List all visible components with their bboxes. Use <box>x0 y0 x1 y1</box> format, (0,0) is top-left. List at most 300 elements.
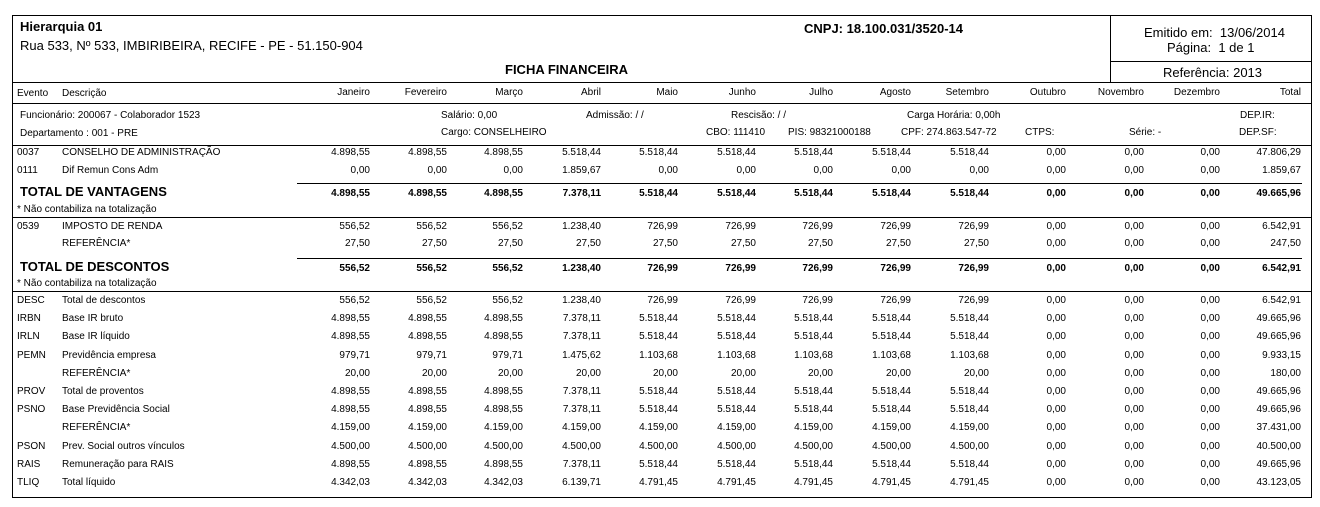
row-value: 4.898,55 <box>331 147 370 158</box>
row-value: 4.898,55 <box>484 459 523 470</box>
row-value: 5.518,44 <box>717 331 756 342</box>
row-value: 4.159,00 <box>717 422 756 433</box>
row-description: Dif Remun Cons Adm <box>62 165 159 176</box>
row-code: PROV <box>17 386 46 397</box>
column-header-5: Abril <box>580 87 601 98</box>
row-value: 4.500,00 <box>639 441 678 452</box>
row-value: 0,00 <box>1124 404 1144 415</box>
row-value: 0,00 <box>1124 221 1144 232</box>
row-description: Total de descontos <box>62 295 146 306</box>
row-description: Base Previdência Social <box>62 404 170 415</box>
row-value: 4.500,00 <box>717 441 756 452</box>
row-value: 4.898,55 <box>408 331 447 342</box>
row-value: 4.791,45 <box>639 477 678 488</box>
row-value: 1.859,67 <box>1262 165 1301 176</box>
column-header-4: Março <box>495 87 523 98</box>
row-value: 5.518,44 <box>872 386 911 397</box>
row-code: 0037 <box>17 147 40 158</box>
total_descontos-value: 556,52 <box>339 263 370 274</box>
row-description: IMPOSTO DE RENDA <box>62 221 163 232</box>
row-value: 0,00 <box>1046 386 1066 397</box>
row-value: 20,00 <box>421 368 447 379</box>
row-value: 5.518,44 <box>794 147 833 158</box>
reference-year: Referência: 2013 <box>1163 65 1263 80</box>
row-value: 5.518,44 <box>950 331 989 342</box>
total_vantagens-value: 49.665,96 <box>1256 188 1301 199</box>
row-description: Total de proventos <box>62 386 144 397</box>
employee-name: Funcionário: 200067 - Colaborador 1523 <box>20 110 201 121</box>
row-value: 0,00 <box>1046 313 1066 324</box>
row-value: 4.898,55 <box>484 147 523 158</box>
row-value: 49.665,96 <box>1256 386 1301 397</box>
row-value: 4.500,00 <box>484 441 523 452</box>
row-value: 0,00 <box>1124 422 1144 433</box>
row-value: 180,00 <box>1270 368 1301 379</box>
column-header-11: Outubro <box>1029 87 1066 98</box>
employee-ctps: CTPS: <box>1025 127 1055 138</box>
row-value: 47.806,29 <box>1256 147 1301 158</box>
row-value: 5.518,44 <box>872 313 911 324</box>
total_descontos-value: 726,99 <box>958 263 989 274</box>
report-title: FICHA FINANCEIRA <box>505 62 629 77</box>
row-value: 0,00 <box>1200 459 1220 470</box>
row-value: 0,00 <box>1200 295 1220 306</box>
row-description: Previdência empresa <box>62 350 156 361</box>
row-value: 0,00 <box>1200 441 1220 452</box>
row-description: Total líquido <box>62 477 116 488</box>
row-value: 0,00 <box>1200 165 1220 176</box>
row-value: 6.139,71 <box>562 477 601 488</box>
total_descontos-value: 556,52 <box>492 263 523 274</box>
row-value: 4.898,55 <box>331 331 370 342</box>
row-value: 4.342,03 <box>331 477 370 488</box>
total_vantagens-value: 5.518,44 <box>717 188 756 199</box>
row-value: 4.898,55 <box>331 386 370 397</box>
row-value: 0,00 <box>1200 386 1220 397</box>
employee-dep-ir: DEP.IR: <box>1240 110 1275 121</box>
total_vantagens-rule <box>297 183 1302 184</box>
row-value: 1.238,40 <box>562 295 601 306</box>
row-value: 726,99 <box>802 295 833 306</box>
total_vantagens-value: 5.518,44 <box>950 188 989 199</box>
row-value: 4.791,45 <box>794 477 833 488</box>
row-value: 20,00 <box>885 368 911 379</box>
row-code: IRLN <box>17 331 40 342</box>
row-value: 1.475,62 <box>562 350 601 361</box>
column-header-13: Dezembro <box>1173 87 1220 98</box>
row-value: 0,00 <box>813 165 833 176</box>
employee-pis: PIS: 98321000188 <box>788 127 871 138</box>
employee-cpf: CPF: 274.863.547-72 <box>901 127 997 138</box>
row-description: REFERÊNCIA* <box>62 368 131 379</box>
row-code: TLIQ <box>17 477 40 488</box>
employee-serie: Série: - <box>1129 127 1162 138</box>
row-value: 979,71 <box>492 350 523 361</box>
row-description: Base IR bruto <box>62 313 124 324</box>
row-value: 4.898,55 <box>408 147 447 158</box>
row-value: 247,50 <box>1270 238 1301 249</box>
row-value: 4.159,00 <box>872 422 911 433</box>
row-value: 5.518,44 <box>950 313 989 324</box>
total_descontos-value: 726,99 <box>880 263 911 274</box>
column-divider <box>12 103 1312 104</box>
row-value: 20,00 <box>497 368 523 379</box>
row-value: 556,52 <box>339 295 370 306</box>
total_descontos-value: 6.542,91 <box>1262 263 1301 274</box>
row-value: 0,00 <box>1124 238 1144 249</box>
row-value: 27,50 <box>575 238 601 249</box>
total_vantagens-value: 0,00 <box>1124 188 1144 199</box>
row-value: 4.342,03 <box>484 477 523 488</box>
row-description: Base IR líquido <box>62 331 130 342</box>
vantagens-divider <box>12 217 1312 218</box>
employee-role: Cargo: CONSELHEIRO <box>441 127 547 138</box>
row-value: 0,00 <box>1046 422 1066 433</box>
row-value: 0,00 <box>1124 368 1144 379</box>
row-value: 4.159,00 <box>484 422 523 433</box>
row-value: 4.898,55 <box>408 404 447 415</box>
row-value: 5.518,44 <box>717 313 756 324</box>
totalization-note: * Não contabiliza na totalização <box>17 278 157 289</box>
row-value: 5.518,44 <box>872 331 911 342</box>
row-value: 0,00 <box>891 165 911 176</box>
row-value: 5.518,44 <box>794 313 833 324</box>
row-value: 6.542,91 <box>1262 221 1301 232</box>
row-value: 5.518,44 <box>794 331 833 342</box>
row-value: 0,00 <box>427 165 447 176</box>
row-value: 5.518,44 <box>950 459 989 470</box>
total_vantagens-value: 5.518,44 <box>639 188 678 199</box>
emission-value: 13/06/2014 <box>1219 25 1285 40</box>
row-value: 0,00 <box>1200 331 1220 342</box>
row-value: 5.518,44 <box>950 404 989 415</box>
row-value: 5.518,44 <box>717 404 756 415</box>
row-value: 5.518,44 <box>872 459 911 470</box>
employee-department: Departamento : 001 - PRE <box>20 128 138 139</box>
company-cnpj: CNPJ: 18.100.031/3520-14 <box>804 21 964 36</box>
row-value: 27,50 <box>885 238 911 249</box>
row-code: RAIS <box>17 459 41 470</box>
row-value: 5.518,44 <box>872 147 911 158</box>
row-value: 556,52 <box>492 295 523 306</box>
row-value: 4.898,55 <box>408 459 447 470</box>
row-value: 5.518,44 <box>639 331 678 342</box>
row-value: 0,00 <box>1124 459 1144 470</box>
row-value: 0,00 <box>1046 238 1066 249</box>
row-value: 1.238,40 <box>562 221 601 232</box>
row-value: 49.665,96 <box>1256 313 1301 324</box>
row-value: 0,00 <box>736 165 756 176</box>
row-description: Prev. Social outros vínculos <box>62 441 185 452</box>
row-value: 726,99 <box>647 221 678 232</box>
row-description: CONSELHO DE ADMINISTRAÇÃO <box>62 147 221 158</box>
row-value: 4.342,03 <box>408 477 447 488</box>
row-value: 0,00 <box>503 165 523 176</box>
total_vantagens-value: 5.518,44 <box>794 188 833 199</box>
total_vantagens-value: 5.518,44 <box>872 188 911 199</box>
row-value: 979,71 <box>339 350 370 361</box>
row-value: 4.898,55 <box>484 331 523 342</box>
row-value: 7.378,11 <box>562 386 601 397</box>
row-value: 0,00 <box>1124 441 1144 452</box>
row-value: 0,00 <box>1046 165 1066 176</box>
column-header-3: Fevereiro <box>404 87 447 98</box>
row-value: 0,00 <box>1200 350 1220 361</box>
row-value: 5.518,44 <box>639 459 678 470</box>
row-value: 5.518,44 <box>950 386 989 397</box>
page-number <box>1167 40 1254 55</box>
row-value: 4.500,00 <box>794 441 833 452</box>
row-value: 1.103,68 <box>872 350 911 361</box>
emission-date <box>1144 25 1285 40</box>
employee-salary: Salário: 0,00 <box>441 110 498 121</box>
row-value: 4.159,00 <box>794 422 833 433</box>
row-code: IRBN <box>17 313 41 324</box>
total_descontos-value: 1.238,40 <box>562 263 601 274</box>
column-header-14: Total <box>1279 87 1301 98</box>
row-value: 726,99 <box>725 221 756 232</box>
row-value: 0,00 <box>1124 331 1144 342</box>
row-value: 4.898,55 <box>331 459 370 470</box>
row-value: 0,00 <box>1046 221 1066 232</box>
total_descontos-value: 556,52 <box>416 263 447 274</box>
page-label: Página: <box>1167 40 1212 55</box>
row-value: 0,00 <box>1124 350 1144 361</box>
company-name: Hierarquia 01 <box>20 19 103 34</box>
row-value: 0,00 <box>1046 295 1066 306</box>
total_vantagens-value: 4.898,55 <box>484 188 523 199</box>
row-value: 726,99 <box>958 295 989 306</box>
row-value: 5.518,44 <box>717 459 756 470</box>
row-value: 4.898,55 <box>408 386 447 397</box>
row-value: 4.159,00 <box>408 422 447 433</box>
header-divider <box>12 82 1312 83</box>
row-value: 0,00 <box>1046 477 1066 488</box>
total_vantagens-value: 4.898,55 <box>408 188 447 199</box>
row-value: 0,00 <box>658 165 678 176</box>
row-code: PSNO <box>17 404 46 415</box>
row-value: 556,52 <box>339 221 370 232</box>
row-value: 43.123,05 <box>1256 477 1301 488</box>
row-description: REFERÊNCIA* <box>62 422 131 433</box>
row-value: 0,00 <box>1200 147 1220 158</box>
row-value: 40.500,00 <box>1256 441 1301 452</box>
info-divider <box>12 145 1312 146</box>
total_descontos-label: TOTAL DE DESCONTOS <box>20 259 170 274</box>
row-value: 27,50 <box>652 238 678 249</box>
row-value: 0,00 <box>1124 386 1144 397</box>
row-value: 5.518,44 <box>562 147 601 158</box>
row-value: 5.518,44 <box>717 147 756 158</box>
row-value: 726,99 <box>802 221 833 232</box>
row-value: 5.518,44 <box>639 404 678 415</box>
row-code: 0539 <box>17 221 40 232</box>
total_descontos-value: 726,99 <box>725 263 756 274</box>
row-value: 5.518,44 <box>717 386 756 397</box>
row-value: 4.791,45 <box>717 477 756 488</box>
emission-box-divider <box>1110 61 1312 62</box>
row-value: 20,00 <box>575 368 601 379</box>
row-value: 37.431,00 <box>1256 422 1301 433</box>
row-value: 0,00 <box>1124 313 1144 324</box>
row-value: 0,00 <box>1200 238 1220 249</box>
row-value: 4.791,45 <box>872 477 911 488</box>
page-value: 1 de 1 <box>1218 40 1255 55</box>
row-value: 726,99 <box>880 295 911 306</box>
row-value: 7.378,11 <box>562 313 601 324</box>
row-value: 7.378,11 <box>562 331 601 342</box>
row-value: 4.500,00 <box>872 441 911 452</box>
row-value: 726,99 <box>958 221 989 232</box>
row-value: 726,99 <box>647 295 678 306</box>
row-value: 4.898,55 <box>484 386 523 397</box>
row-value: 556,52 <box>492 221 523 232</box>
row-value: 4.898,55 <box>408 313 447 324</box>
row-value: 7.378,11 <box>562 404 601 415</box>
total_vantagens-value: 7.378,11 <box>562 188 601 199</box>
column-header-2: Janeiro <box>337 87 370 98</box>
total_vantagens-value: 0,00 <box>1046 188 1066 199</box>
row-value: 0,00 <box>1200 368 1220 379</box>
employee-admission: Admissão: / / <box>586 110 644 121</box>
row-value: 0,00 <box>1124 165 1144 176</box>
row-value: 27,50 <box>344 238 370 249</box>
totalization-note: * Não contabiliza na totalização <box>17 204 157 215</box>
row-value: 4.898,55 <box>331 313 370 324</box>
row-value: 979,71 <box>416 350 447 361</box>
row-value: 20,00 <box>730 368 756 379</box>
row-value: 0,00 <box>1200 422 1220 433</box>
row-value: 4.159,00 <box>639 422 678 433</box>
row-value: 5.518,44 <box>639 147 678 158</box>
column-header-descricao: Descrição <box>62 88 107 99</box>
total_descontos-value: 0,00 <box>1046 263 1066 274</box>
row-value: 5.518,44 <box>639 386 678 397</box>
row-value: 5.518,44 <box>794 459 833 470</box>
row-value: 4.898,55 <box>331 404 370 415</box>
row-value: 20,00 <box>652 368 678 379</box>
row-value: 0,00 <box>1046 331 1066 342</box>
row-value: 1.103,68 <box>794 350 833 361</box>
column-header-7: Junho <box>728 87 756 98</box>
row-value: 9.933,15 <box>1262 350 1301 361</box>
row-value: 0,00 <box>1046 350 1066 361</box>
row-value: 5.518,44 <box>872 404 911 415</box>
row-value: 0,00 <box>1046 404 1066 415</box>
emission-label: Emitido em: <box>1144 25 1213 40</box>
company-address: Rua 533, Nº 533, IMBIRIBEIRA, RECIFE - PE - 51.150-904 <box>20 38 363 53</box>
row-value: 49.665,96 <box>1256 459 1301 470</box>
row-value: 20,00 <box>963 368 989 379</box>
column-header-8: Julho <box>809 87 833 98</box>
row-value: 0,00 <box>1046 147 1066 158</box>
employee-termination: Rescisão: / / <box>731 110 787 121</box>
column-header-6: Maio <box>656 87 678 98</box>
row-value: 27,50 <box>807 238 833 249</box>
row-value: 6.542,91 <box>1262 295 1301 306</box>
row-value: 1.859,67 <box>562 165 601 176</box>
row-value: 4.159,00 <box>562 422 601 433</box>
row-value: 5.518,44 <box>639 313 678 324</box>
total_vantagens-value: 0,00 <box>1200 188 1220 199</box>
row-value: 20,00 <box>807 368 833 379</box>
row-value: 0,00 <box>350 165 370 176</box>
row-description: REFERÊNCIA* <box>62 238 131 249</box>
row-value: 726,99 <box>725 295 756 306</box>
row-value: 5.518,44 <box>794 386 833 397</box>
row-value: 0,00 <box>1200 477 1220 488</box>
row-code: PEMN <box>17 350 46 361</box>
row-value: 49.665,96 <box>1256 331 1301 342</box>
row-value: 4.898,55 <box>484 313 523 324</box>
row-value: 0,00 <box>1200 404 1220 415</box>
column-header-12: Novembro <box>1097 87 1144 98</box>
row-value: 4.791,45 <box>950 477 989 488</box>
row-value: 27,50 <box>963 238 989 249</box>
row-value: 4.500,00 <box>408 441 447 452</box>
row-value: 0,00 <box>1124 295 1144 306</box>
column-header-10: Setembro <box>945 87 989 98</box>
row-value: 5.518,44 <box>950 147 989 158</box>
row-value: 1.103,68 <box>639 350 678 361</box>
row-value: 4.898,55 <box>484 404 523 415</box>
row-code: DESC <box>17 295 45 306</box>
row-value: 0,00 <box>1046 459 1066 470</box>
total_vantagens-label: TOTAL DE VANTAGENS <box>20 184 167 199</box>
row-value: 0,00 <box>1124 477 1144 488</box>
descontos-divider <box>12 291 1312 292</box>
row-value: 0,00 <box>969 165 989 176</box>
employee-dep-sf: DEP.SF: <box>1239 127 1277 138</box>
row-value: 4.159,00 <box>331 422 370 433</box>
row-value: 4.500,00 <box>950 441 989 452</box>
row-value: 4.159,00 <box>950 422 989 433</box>
row-description: Remuneração para RAIS <box>62 459 174 470</box>
column-header-evento: Evento <box>17 88 49 99</box>
row-value: 27,50 <box>730 238 756 249</box>
row-value: 0,00 <box>1046 368 1066 379</box>
row-value: 0,00 <box>1046 441 1066 452</box>
row-value: 27,50 <box>497 238 523 249</box>
row-value: 556,52 <box>416 295 447 306</box>
row-value: 556,52 <box>416 221 447 232</box>
employee-workload: Carga Horária: 0,00h <box>907 110 1001 121</box>
row-value: 1.103,68 <box>950 350 989 361</box>
row-value: 5.518,44 <box>794 404 833 415</box>
total_descontos-rule <box>297 258 1302 259</box>
total_descontos-value: 0,00 <box>1124 263 1144 274</box>
row-value: 0,00 <box>1124 147 1144 158</box>
row-value: 0,00 <box>1200 221 1220 232</box>
row-value: 726,99 <box>880 221 911 232</box>
row-value: 4.500,00 <box>562 441 601 452</box>
row-value: 7.378,11 <box>562 459 601 470</box>
row-value: 27,50 <box>421 238 447 249</box>
row-value: 49.665,96 <box>1256 404 1301 415</box>
column-header-9: Agosto <box>879 87 911 98</box>
row-value: 1.103,68 <box>717 350 756 361</box>
row-value: 4.500,00 <box>331 441 370 452</box>
row-code: 0111 <box>17 165 38 176</box>
total_descontos-value: 726,99 <box>802 263 833 274</box>
employee-cbo: CBO: 111410 <box>706 127 766 138</box>
row-code: PSON <box>17 441 46 452</box>
row-value: 0,00 <box>1200 313 1220 324</box>
row-value: 20,00 <box>344 368 370 379</box>
total_vantagens-value: 4.898,55 <box>331 188 370 199</box>
total_descontos-value: 726,99 <box>647 263 678 274</box>
total_descontos-value: 0,00 <box>1200 263 1220 274</box>
